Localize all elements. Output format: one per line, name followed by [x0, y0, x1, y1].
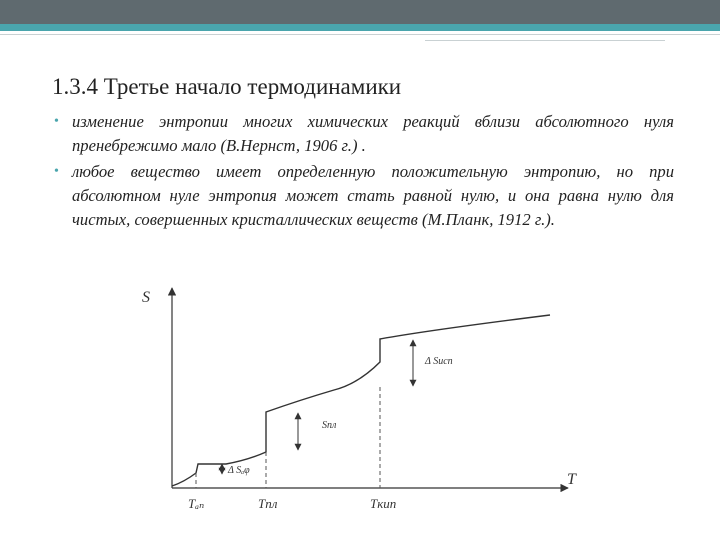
bullet-list [52, 110, 674, 234]
delta-s-aph-label: Δ Sₐφ [228, 465, 250, 476]
tick-label-tpl: Tпл [258, 496, 278, 511]
bullet-text: любое вещество имеет определенную положительную энтропию, но при абсолютном нуле энтропия может стать равной нулю, и она равна нулю для чистых, совершенных кристаллических веществ (М.Планк, 1912 г.). [72, 162, 674, 229]
tick-label-taf: Tₐₙ [188, 496, 205, 511]
header-bar [0, 0, 720, 24]
bullet-dot-icon: • [54, 164, 59, 179]
entropy-curve [172, 315, 550, 486]
y-axis-label: S [142, 289, 150, 306]
header-rule [0, 34, 720, 35]
delta-s-pl-label: Sпл [322, 420, 337, 431]
header-rule-short [425, 40, 665, 41]
delta-s-kip-label: Δ Sисп [425, 356, 453, 367]
tick-label-tkip: Tкип [370, 496, 397, 511]
entropy-diagram [130, 282, 590, 522]
bullet-item [52, 160, 674, 232]
bullet-text: изменение энтропии многих химических реакций вблизи абсолютного нуля пренебрежимо мало (В.Нернст, 1906 г.) . [72, 112, 674, 155]
bullet-item [52, 110, 674, 158]
bullet-dot-icon: • [54, 114, 59, 129]
header-accent-bar [0, 24, 720, 31]
slide-title: 1.3.4 Третье начало термодинамики [52, 74, 402, 99]
x-axis-label: T [567, 471, 576, 488]
